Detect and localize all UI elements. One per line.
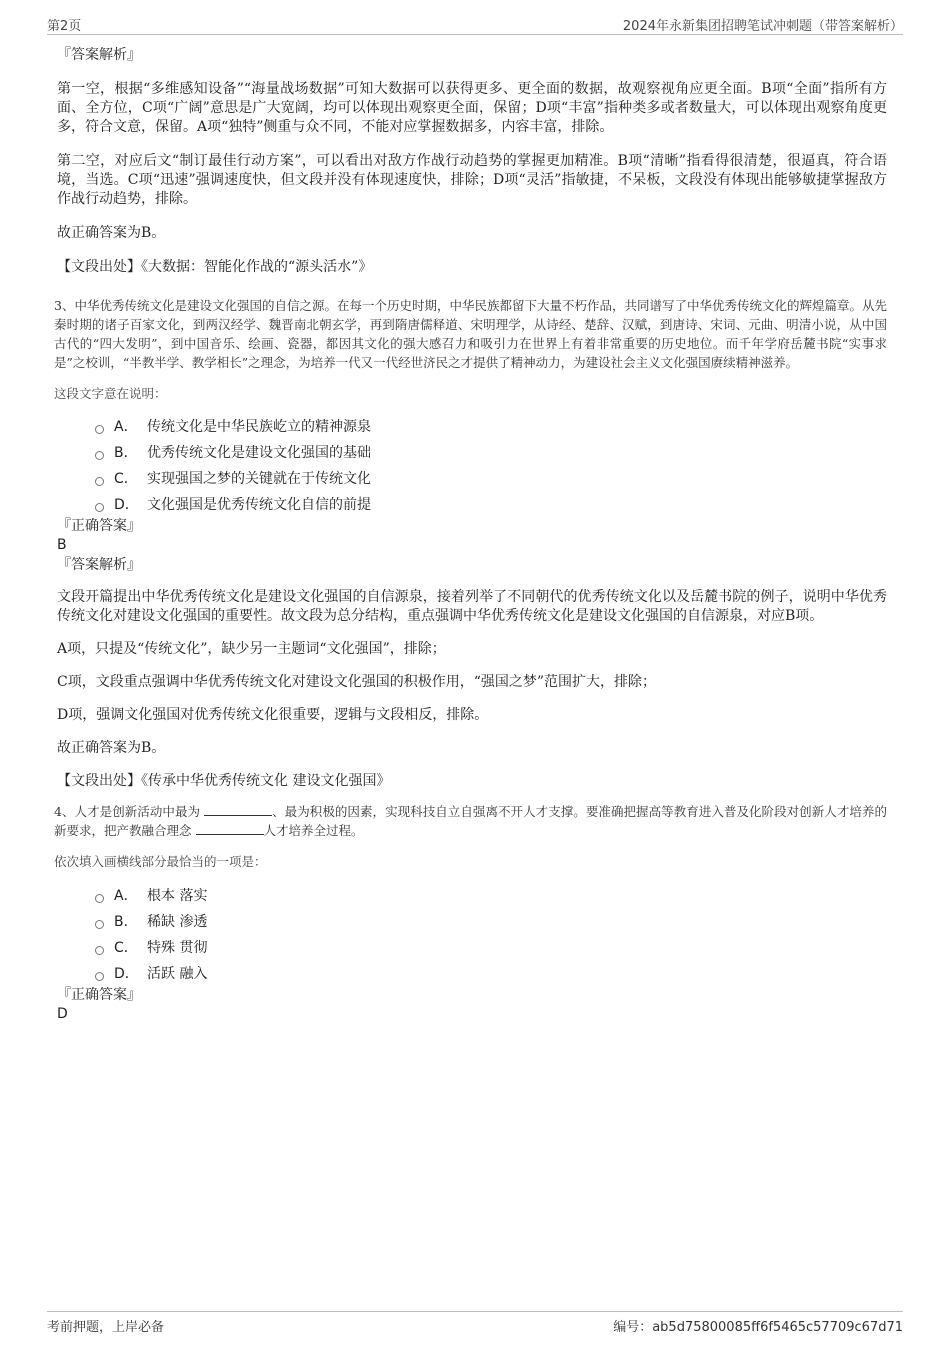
option-text: 传统文化是中华民族屹立的精神源泉: [147, 419, 371, 435]
option-letter: D．: [114, 966, 139, 982]
q3-analysis-paragraph-1: 文段开篇提出中华优秀传统文化是建设文化强国的自信源泉，接着列举了不同朝代的优秀传统文化以及岳麓书院的例子，说明中华优秀传统文化对建设文化强国的重要性。故文段为总分结构，重点强调中华优秀传统文化是建设文化强国的自信源泉，对应B项。: [57, 589, 887, 624]
document-title: 2024年永新集团招聘笔试冲刺题（带答案解析）: [622, 19, 903, 34]
q3-answer: B: [57, 537, 67, 553]
radio-icon[interactable]: [95, 477, 104, 486]
page-footer: [47, 1311, 903, 1334]
q4-answer-label: 『正确答案』: [57, 987, 141, 1003]
q4-question: [54, 802, 887, 840]
q4-question-part-3: 人才培养全过程。: [263, 823, 364, 838]
q3-source: 【文段出处】《传承中华优秀传统文化 建设文化强国》: [57, 773, 391, 789]
page-content: [54, 46, 887, 1023]
q4-answer: D: [57, 1006, 68, 1022]
q3-option-d[interactable]: [95, 491, 887, 517]
radio-icon[interactable]: [95, 503, 104, 512]
q3-options: [95, 413, 887, 517]
q2-analysis-paragraph-1: 第一空，根据“多维感知设备”“海量战场数据”可知大数据可以获得更多、更全面的数据，故观察视角应更全面。B项“全面”指所有方面、全方位，C项“广阔”意思是广大宽阔，均可以体现出观察更全面，保留；D项“丰富”指种类多或者数量大，可以体现出观察角度更多，符合文意，保留。A项“独特”侧重与众不同，不能对应掌握数据多，内容丰富，排除。: [57, 81, 887, 135]
q3-analysis-paragraph-2: A项，只提及“传统文化”，缺少另一主题词“文化强国”，排除；: [57, 641, 446, 657]
option-text: 稀缺 渗透: [147, 914, 208, 930]
option-text: 活跃 融入: [147, 966, 208, 982]
q3-analysis-paragraph-3: C项，文段重点强调中华优秀传统文化对建设文化强国的积极作用，“强国之梦”范围扩大，排除；: [57, 674, 657, 690]
q4-option-a[interactable]: [95, 882, 887, 908]
fill-blank-2: [196, 822, 264, 835]
radio-icon[interactable]: [95, 451, 104, 460]
radio-icon[interactable]: [95, 920, 104, 929]
option-letter: C．: [114, 940, 138, 956]
radio-icon[interactable]: [95, 972, 104, 981]
footer-slogan: 考前押题，上岸必备: [47, 1320, 165, 1335]
radio-icon[interactable]: [95, 946, 104, 955]
q3-question: 3、中华优秀传统文化是建设文化强国的自信之源。在每一个历史时期，中华民族都留下大量不朽作品，共同谱写了中华优秀传统文化的辉煌篇章。从先秦时期的诸子百家文化，到两汉经学、魏晋南北朝玄学，再到隋唐儒释道、宋明理学，从诗经、楚辞、汉赋，到唐诗、宋词、元曲、明清小说，从中国古代的“四大发明”，到中国音乐、绘画、瓷器，都因其文化的强大感召力和吸引力在世界上有着非常重要的历史地位。而千年学府岳麓书院“实事求是”之校训，“半教半学、教学相长”之理念，为培养一代又一代经世济民之才提供了精神动力，为建设社会主义文化强国赓续精神滋养。: [54, 298, 887, 370]
q3-option-a[interactable]: [95, 413, 887, 439]
option-text: 优秀传统文化是建设文化强国的基础: [147, 445, 371, 461]
q3-option-c[interactable]: [95, 465, 887, 491]
q3-analysis-label: 『答案解析』: [57, 557, 141, 573]
q3-analysis-conclusion: 故正确答案为B。: [57, 740, 166, 756]
option-letter: B．: [114, 914, 138, 930]
q4-option-b[interactable]: [95, 908, 887, 934]
q2-analysis-paragraph-2: 第二空，对应后文“制订最佳行动方案”，可以看出对敌方作战行动趋势的掌握更加精准。B项“清晰”指看得很清楚，很逼真，符合语境，当选。C项“迅速”强调速度快，但文段并没有体现速度快，排除；D项“灵活”指敏捷，不呆板，文段没有体现出能够敏捷掌握敌方作战行动趋势，排除。: [57, 153, 887, 207]
q4-question-part-1: 4、人才是创新活动中最为: [54, 804, 201, 819]
radio-icon[interactable]: [95, 425, 104, 434]
q4-option-d[interactable]: [95, 960, 887, 986]
option-letter: A．: [114, 419, 138, 435]
q3-analysis-paragraph-4: D项，强调文化强国对优秀传统文化很重要，逻辑与文段相反，排除。: [57, 707, 489, 723]
option-text: 根本 落实: [147, 888, 208, 904]
option-letter: D．: [114, 497, 139, 513]
q4-option-c[interactable]: [95, 934, 887, 960]
page-header: [47, 14, 903, 35]
option-letter: C．: [114, 471, 138, 487]
q3-answer-label: 『正确答案』: [57, 518, 141, 534]
document-code: 编号：ab5d75800085ff6f5465c57709c67d71: [613, 1320, 903, 1335]
option-text: 实现强国之梦的关键就在于传统文化: [147, 471, 371, 487]
option-letter: A．: [114, 888, 138, 904]
option-letter: B．: [114, 445, 138, 461]
q2-source: 【文段出处】《大数据：智能化作战的“源头活水”》: [57, 259, 373, 275]
q3-option-b[interactable]: [95, 439, 887, 465]
q2-analysis-label: 『答案解析』: [57, 47, 141, 63]
q4-options: [95, 882, 887, 986]
q3-prompt: 这段文字意在说明：: [54, 386, 167, 401]
option-text: 特殊 贯彻: [147, 940, 208, 956]
q4-prompt: 依次填入画横线部分最恰当的一项是：: [54, 854, 267, 869]
q2-analysis-conclusion: 故正确答案为B。: [57, 225, 166, 241]
option-text: 文化强国是优秀传统文化自信的前提: [147, 497, 371, 513]
radio-icon[interactable]: [95, 894, 104, 903]
fill-blank-1: [204, 803, 272, 816]
q4-question-part-2: 、最为积极的因素，实现科技自立自强离不开人才支撑。要准确把握高等教育进入普及化阶段对创新人才培养的新要求，把产教融合理念: [54, 804, 887, 838]
page-number: 第2页: [47, 19, 82, 34]
